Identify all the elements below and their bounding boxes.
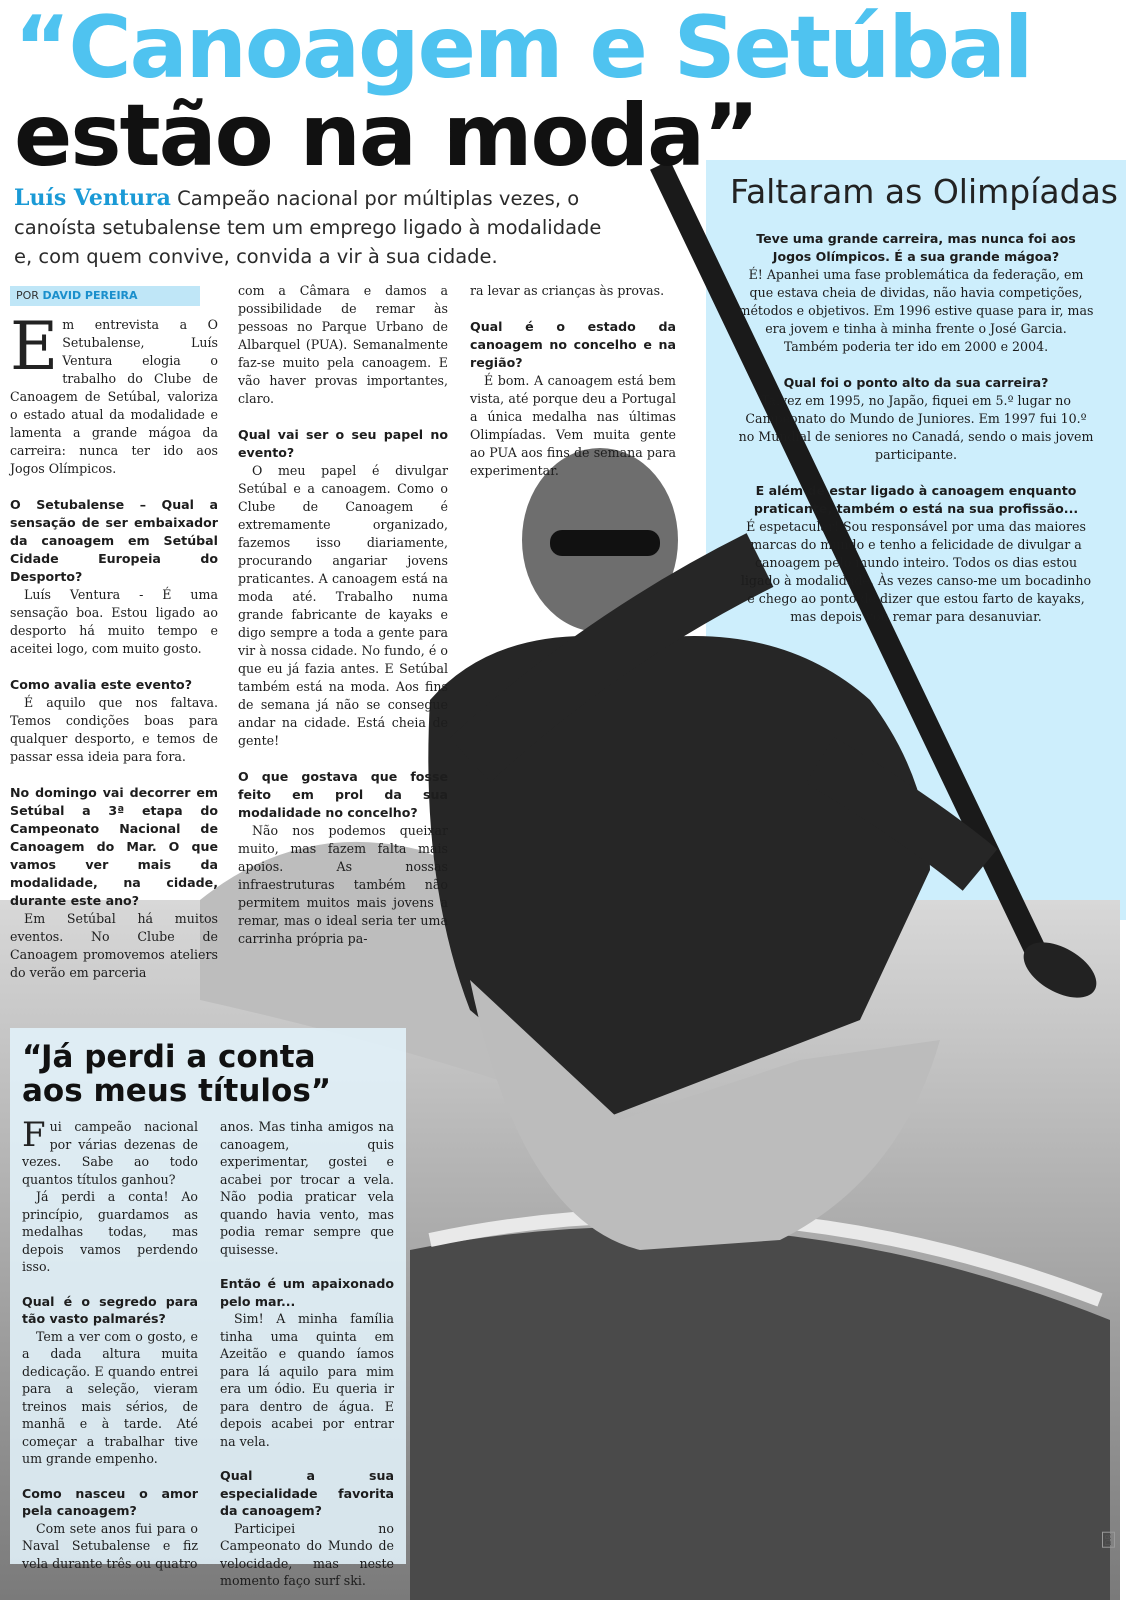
answer: Luís Ventura - É uma sensação boa. Estou ligado ao desporto há muito tempo e aceitei logo, com muito gosto. <box>10 587 218 656</box>
qa-block <box>238 768 448 948</box>
intro-text: m entrevista a O Setubalense, Luís Ventura elogia o trabalho do Clube de Canoagem de Setúbal, valoriza o estado atual da modalidade e lamenta a grande mágoa da carreira: nunca ter ido aos Jogos Olímpicos. <box>10 317 218 476</box>
qa-block <box>738 374 1094 464</box>
byline <box>10 286 200 306</box>
box-title <box>22 1040 331 1108</box>
sidebar-title: Faltaram as Olimpíadas <box>730 172 1118 211</box>
answer: Já perdi a conta! Ao princípio, guardamos as medalhas todas, mas depois vamos perdendo isso. <box>22 1189 198 1274</box>
qa-block <box>10 784 218 982</box>
headline <box>14 0 1032 186</box>
column-3 <box>470 282 676 498</box>
intro-dropcap: E <box>10 308 59 385</box>
question: Qual é o estado da canoagem no concelho e na região? <box>470 319 676 370</box>
qa-block <box>220 1275 394 1450</box>
answer: Sim! A minha família tinha uma quinta em Azeitão e quando íamos para lá aquilo para mim era um ódio. Eu queria ir para dentro de água. E depois acabei por entrar na vela. <box>220 1311 394 1449</box>
answer-continued: anos. Mas tinha amigos na canoagem, quis experimentar, gostei e acabei por trocar a vela. Não podia praticar vela quando havia vento, mas podia remar sempre que quisesse. <box>220 1119 394 1257</box>
question: O que gostava que fosse feito em prol da sua modalidade no concelho? <box>238 769 448 820</box>
box-dropcap: F <box>22 1115 46 1155</box>
photo-credit: DR <box>1104 1534 1113 1546</box>
byline-author: DAVID PEREIRA <box>42 289 138 302</box>
column-2 <box>238 282 448 966</box>
qa-block <box>22 1293 198 1468</box>
box-column-1 <box>22 1115 198 1589</box>
answer: O meu papel é divulgar Setúbal e a canoagem. Como o Clube de Canoagem é extremamente organizado, fazemos isso diariamente, procurando angariar jovens praticantes. A canoagem está na moda até. Trabalho numa grande fabricante de kayaks e digo sempre a toda a gente para vir à nossa cidade. No fundo, é o que eu já fazia antes. E Setúbal também está na moda. Aos fins de semana já não se consegue andar na cidade. Está cheia de gente! <box>238 463 448 748</box>
qa-block <box>10 496 218 658</box>
sunglasses <box>550 530 660 556</box>
qa-block <box>10 676 218 766</box>
qa-block <box>220 1467 394 1590</box>
answer-continued: ra levar as crianças às provas. <box>470 283 665 298</box>
question: E além de estar ligado à canoagem enquanto praticante, também o está na sua profissão... <box>753 483 1079 516</box>
answer: É espetacular! Sou responsável por uma das maiores marcas do mundo e tenho a felicidade de divulgar a canoagem pelo mundo inteiro. Todos os dias estou ligado à modalidade. Às vezes canso-me um bocadinho e chego ao ponto de dizer que estou farto de kayaks, mas depois vou remar para desanuviar. <box>740 519 1092 624</box>
question: No domingo vai decorrer em Setúbal a 3ª etapa do Campeonato Nacional de Canoagem do Mar. O que vamos ver mais da modalidade, na cidade, durante este ano? <box>10 785 218 908</box>
qa-block <box>238 282 448 408</box>
question: Qual foi o ponto alto da sua carreira? <box>783 375 1049 390</box>
headline-line-2: estão na moda” <box>14 86 758 186</box>
question: Qual a sua especialidade favorita da canoagem? <box>220 1468 394 1518</box>
qa-block <box>738 482 1094 626</box>
standfirst-name: Luís Ventura <box>14 185 171 211</box>
box-title-line-2: aos meus títulos” <box>22 1073 332 1109</box>
headline-line-1: “Canoagem e Setúbal <box>14 0 1032 98</box>
standfirst <box>14 184 614 271</box>
question-plain: ui campeão nacional por várias dezenas de vezes. Sabe ao todo quantos títulos ganhou? <box>22 1119 198 1187</box>
answer: É bom. A canoagem está bem vista, até porque deu a Portugal a única medalha nas últimas Olimpíadas. Vem muita gente ao PUA aos fins de semana para experimentar. <box>470 373 676 478</box>
answer-continued: com a Câmara e damos a possibilidade de remar às pessoas no Parque Urbano de Albarquel (PUA). Semanalmente faz-se muito pela canoagem. E vão haver provas importantes, claro. <box>238 283 448 406</box>
sidebar-body <box>738 230 1094 644</box>
intro-paragraph <box>10 308 218 478</box>
question: Teve uma grande carreira, mas nunca foi aos Jogos Olímpicos. É a sua grande mágoa? <box>756 231 1076 264</box>
byline-prefix: POR <box>16 289 43 302</box>
answer: É aquilo que nos faltava. Temos condições boas para qualquer desporto, e temos de passar essa ideia para fora. <box>10 695 218 764</box>
question: Como nasceu o amor pela canoagem? <box>22 1485 198 1518</box>
qa-block <box>238 426 448 750</box>
standfirst-text: Campeão nacional por múltiplas vezes, o canoísta setubalense tem um emprego ligado à modalidade e, com quem convive, convida a vir à sua cidade. <box>14 187 602 268</box>
qa-block <box>220 1118 394 1258</box>
box-column-2 <box>220 1118 394 1607</box>
question: Como avalia este evento? <box>10 677 192 692</box>
question: Qual vai ser o seu papel no evento? <box>238 427 448 460</box>
column-1 <box>10 308 218 1000</box>
qa-block <box>470 282 676 300</box>
qa-block <box>22 1485 198 1573</box>
box-title-line-1: “Já perdi a conta <box>22 1039 316 1075</box>
answer: Não nos podemos queixar muito, mas fazem falta mais apoios. As nossas infraestruturas também não permitem muitos mais jovens a remar, mas o ideal seria ter uma carrinha própria pa- <box>238 823 448 946</box>
qa-block <box>470 318 676 480</box>
question: O Setubalense – Qual a sensação de ser embaixador da canoagem em Setúbal Cidade Europeia do Desporto? <box>10 497 218 584</box>
question: Então é um apaixonado pelo mar... <box>220 1276 394 1309</box>
answer: Talvez em 1995, no Japão, fiquei em 5.º lugar no Campeonato do Mundo de Juniores. Em 1997 fui 10.º no Mundial de seniores no Canadá, sendo o mais jovem participante. <box>738 393 1094 462</box>
qa-block <box>738 230 1094 356</box>
qa-block <box>22 1115 198 1276</box>
answer: Em Setúbal há muitos eventos. No Clube de Canoagem promovemos ateliers do verão em parceria <box>10 911 218 980</box>
answer: Participei no Campeonato do Mundo de velocidade, mas neste momento faço surf ski. <box>220 1520 394 1588</box>
answer: Com sete anos fui para o Naval Setubalense e fiz vela durante três ou quatro <box>22 1520 198 1571</box>
answer: É! Apanhei uma fase problemática da federação, em que estava cheia de dividas, não havia competições, métodos e objetivos. Em 1996 estive quase para ir, mas era jovem e tinha à minha frente o José Garcia. Também poderia ter ido em 2000 e 2004. <box>738 267 1094 354</box>
answer: Tem a ver com o gosto, e a dada altura muita dedicação. E quando entrei para a seleção, vieram treinos mais sérios, de manhã e à tarde. Até começar a trabalhar tive um grande empenho. <box>22 1328 198 1466</box>
question: Qual é o segredo para tão vasto palmarés? <box>22 1293 198 1326</box>
